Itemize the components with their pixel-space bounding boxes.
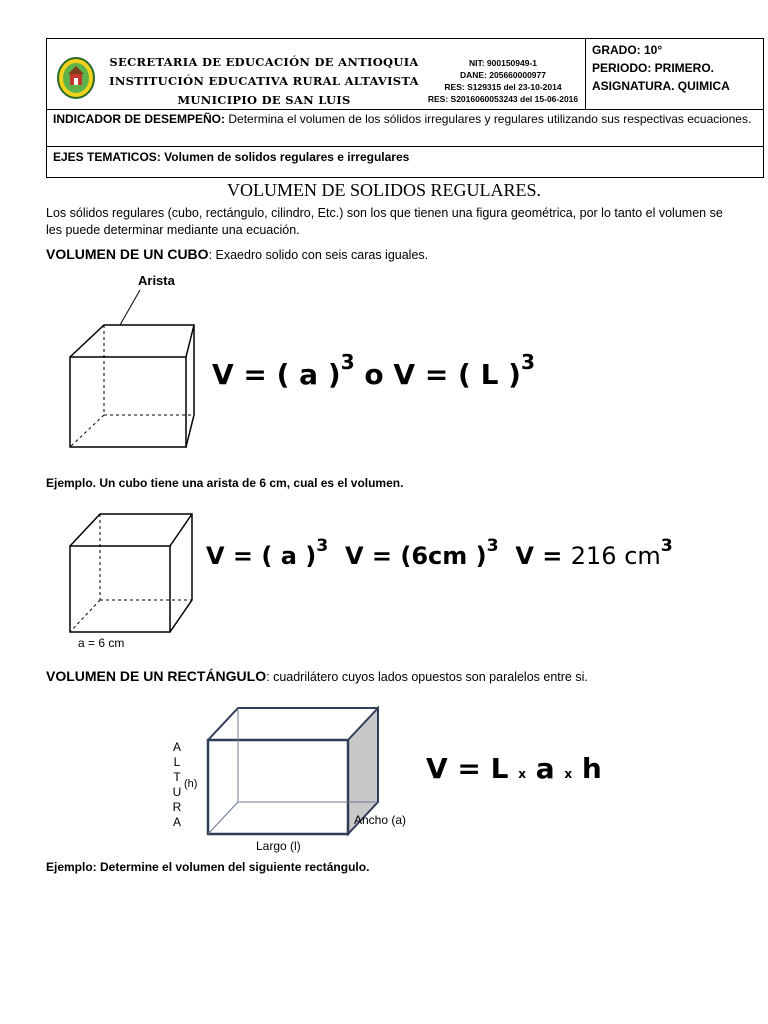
intro-paragraph: Los sólidos regulares (cubo, rectángulo, cilindro, Etc.) son los que tienen una figura geométrica, por lo tanto el volumen se les puede determinar mediante una ecuación. xyxy=(46,206,723,237)
rect-times-2: x xyxy=(564,767,573,781)
altura-letter: L xyxy=(173,755,181,769)
indicador-text: Determina el volumen de los sólidos irregulares y regulares utilizando sus respectivas ecuaciones. xyxy=(228,112,752,126)
rect-heading: VOLUMEN DE UN RECTÁNGULO xyxy=(46,668,267,684)
altura-letter: A xyxy=(172,740,181,754)
res-line-1: RES: S129315 del 23-10-2014 xyxy=(444,82,562,92)
rect-times-1: x xyxy=(518,767,526,781)
rect-section-heading xyxy=(46,668,588,684)
asignatura-text: ASIGNATURA. QUIMICA xyxy=(592,79,730,93)
indicador-label: INDICADOR DE DESEMPEÑO: xyxy=(53,112,226,126)
h-label: (h) xyxy=(184,778,198,790)
ancho-label: Ancho (a) xyxy=(354,813,407,827)
page-title: VOLUMEN DE SOLIDOS REGULARES. xyxy=(227,180,541,200)
altura-letter: T xyxy=(173,770,181,784)
cubo-heading: VOLUMEN DE UN CUBO xyxy=(46,246,209,262)
header-table xyxy=(46,38,764,178)
formula-exp-2: 3 xyxy=(520,350,535,374)
rect-description: : cuadrilátero cuyos lados opuestos son paralelos entre si. xyxy=(266,670,588,684)
arista-value-label: a = 6 cm xyxy=(78,636,125,650)
nit-line: NIT: 900150949-1 xyxy=(468,58,538,68)
grado-text: GRADO: 10° xyxy=(592,43,663,57)
dane-line: DANE: 205660000977 xyxy=(459,70,546,80)
ex-exp-2: 3 xyxy=(486,536,499,556)
ejes-text: EJES TEMATICOS: Volumen de solidos regulares e irregulares xyxy=(53,150,410,164)
arista-label: Arista xyxy=(138,273,175,288)
altura-vertical-label xyxy=(170,740,184,830)
cube-diagram xyxy=(62,285,204,453)
cubo-description: : Exaedro solido con seis caras iguales. xyxy=(208,248,429,262)
formula-v-a: V = ( a ) xyxy=(212,358,341,392)
ejemplo-cubo: Ejemplo. Un cubo tiene una arista de 6 cm, cual es el volumen. xyxy=(46,476,404,490)
example-formula xyxy=(206,536,673,570)
ex-result: 216 cm xyxy=(570,541,661,570)
ejes-row xyxy=(47,147,763,177)
header-row-institution xyxy=(47,39,763,110)
altura-letter: U xyxy=(172,785,182,799)
ejemplo-rect: Ejemplo: Determine el volumen del siguiente rectángulo. xyxy=(46,860,370,874)
school-line-secretaria: SECRETARIA DE EDUCACIÓN DE ANTIOQUIA xyxy=(109,55,419,69)
rect-formula-h: h xyxy=(581,752,602,785)
formula-exp-1: 3 xyxy=(340,350,355,374)
grade-info-box xyxy=(585,39,764,109)
cube-example-diagram xyxy=(62,508,197,636)
school-logo-icon xyxy=(57,57,95,99)
periodo-text: PERIODO: PRIMERO. xyxy=(592,61,715,75)
ex-exp-3: 3 xyxy=(660,536,673,556)
ex-formula-6cm: V = (6cm ) xyxy=(344,541,487,570)
school-line-institucion: INSTITUCIÓN EDUCATIVA RURAL ALTAVISTA xyxy=(109,74,419,88)
rect-formula-v-l: V = L xyxy=(426,752,509,785)
school-name-block xyxy=(109,53,419,110)
formula-v-l: V = ( L ) xyxy=(393,358,521,392)
rect-formula-a: a xyxy=(535,752,555,785)
cube-formula xyxy=(212,350,535,391)
formula-o: o xyxy=(364,358,384,392)
res-line-2: RES: S2016060053243 del 15-06-2016 xyxy=(427,94,579,104)
rect-formula xyxy=(426,752,602,785)
largo-label: Largo (l) xyxy=(256,839,301,853)
ex-exp-1: 3 xyxy=(316,536,329,556)
nit-block xyxy=(419,57,587,105)
indicador-row xyxy=(47,109,763,147)
altura-letter: A xyxy=(172,815,181,829)
ex-formula-v: V = xyxy=(515,541,563,570)
cubo-section-heading xyxy=(46,246,428,262)
altura-letter: R xyxy=(172,800,182,814)
ex-formula-a: V = ( a ) xyxy=(206,541,317,570)
school-line-municipio: MUNICIPIO DE SAN LUIS xyxy=(177,93,351,107)
